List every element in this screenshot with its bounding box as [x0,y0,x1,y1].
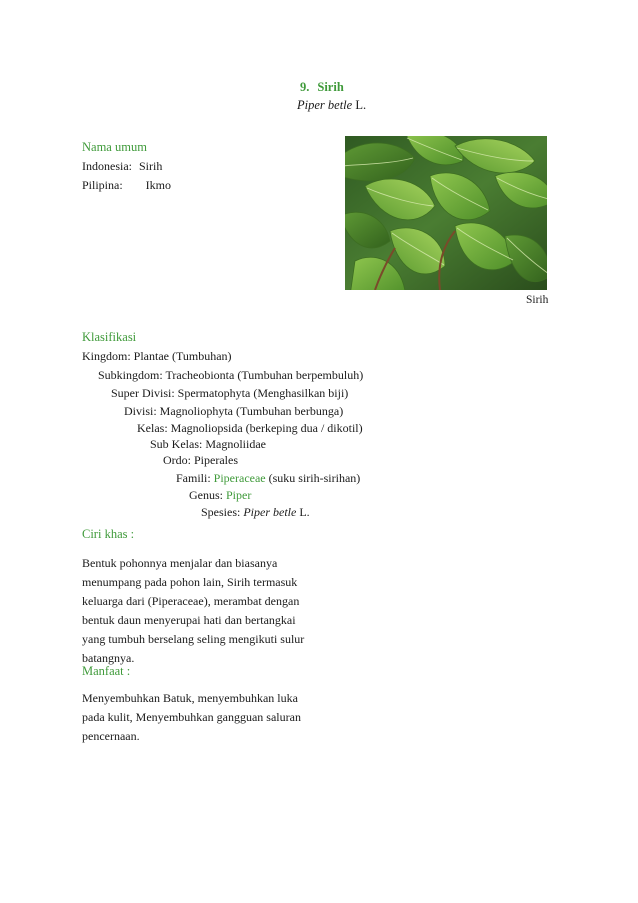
spesies-author: L. [299,505,310,519]
nama-umum-label: Nama umum [82,140,147,154]
common-name-row [82,157,162,175]
common-name-lang: Pilipina: [82,178,123,192]
spesies-italic: Piper betle [243,505,297,519]
paragraph-line: bentuk daun menyerupai hati dan bertangkai [82,613,296,627]
ciri-khas-label: Ciri khas : [82,527,135,541]
genus-prefix: Genus: [189,488,223,502]
spesies-prefix: Spesies: [201,505,241,519]
common-name-row [82,176,171,194]
genus-name: Piper [226,488,252,502]
common-name-value: Ikmo [145,178,172,192]
paragraph-line: batangnya. [82,651,135,665]
klasifikasi-label: Klasifikasi [82,330,137,344]
species-number: 9. [300,80,310,94]
scientific-name [297,98,366,113]
subkelas-line: Sub Kelas: Magnoliidae [150,437,266,451]
genus-line [189,488,251,503]
manfaat-label: Manfaat : [82,664,131,678]
species-name: Sirih [317,80,344,94]
scientific-name-author: L. [355,98,367,112]
manfaat-paragraph [82,689,332,746]
kelas-line: Kelas: Magnoliopsida (berkeping dua / dikotil) [137,421,363,435]
ordo-line: Ordo: Piperales [163,453,238,467]
kingdom-line: Kingdom: Plantae (Tumbuhan) [82,349,232,363]
famili-line [176,471,360,486]
paragraph-line: pada kulit, Menyembuhkan gangguan saluran [82,710,301,724]
paragraph-line: Bentuk pohonnya menjalar dan biasanya [82,556,278,570]
paragraph-line: pencernaan. [82,729,140,743]
common-name-lang: Indonesia: [82,159,132,173]
spesies-line [201,505,310,520]
scientific-name-italic: Piper betle [297,98,353,112]
subkingdom-line: Subkingdom: Tracheobionta (Tumbuhan berpembuluh) [98,368,364,382]
paragraph-line: menumpang pada pohon lain, Sirih termasuk [82,575,298,589]
famili-name: Piperaceae [213,471,266,485]
famili-suffix: (suku sirih-sirihan) [268,471,361,485]
divisi-line: Divisi: Magnoliophyta (Tumbuhan berbunga) [124,404,344,418]
paragraph-line: keluarga dari (Piperaceae), merambat dengan [82,594,300,608]
paragraph-line: yang tumbuh berselang seling mengikuti sulur [82,632,305,646]
paragraph-line: Menyembuhkan Batuk, menyembuhkan luka [82,691,298,705]
common-name-value: Sirih [139,159,163,173]
photo-caption: Sirih [526,294,549,306]
species-title [300,80,344,95]
sirih-leaf-photo [345,136,547,290]
superdivisi-line: Super Divisi: Spermatophyta (Menghasilkan biji) [111,386,349,400]
ciri-khas-paragraph [82,554,332,668]
famili-prefix: Famili: [176,471,211,485]
